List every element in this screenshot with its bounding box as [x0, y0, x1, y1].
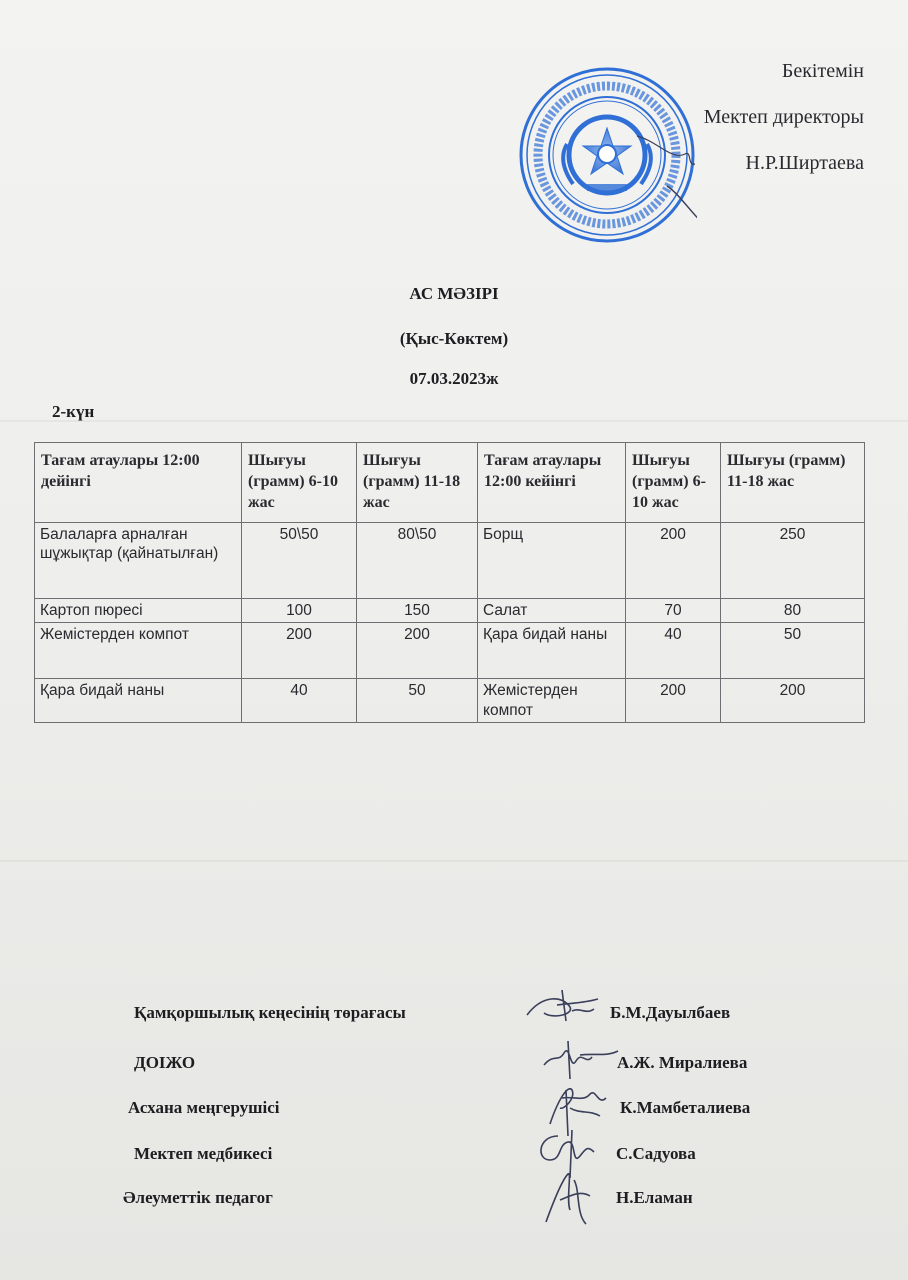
signature-row — [0, 1045, 908, 1085]
dish-cell: Балаларға арналған шұжықтар (қайнатылған) — [35, 523, 242, 599]
yield-cell: 50 — [721, 623, 865, 679]
header-dish-after-noon: Тағам атаулары 12:00 кейінгі — [478, 443, 626, 523]
menu-season: (Қыс-Көктем) — [399, 329, 509, 348]
signature-name: Н.Еламан — [616, 1188, 693, 1207]
menu-day: 2-күн — [52, 402, 95, 421]
signature-role: Әлеуметтік педагог — [123, 1188, 273, 1207]
dish-cell: Қара бидай наны — [35, 679, 242, 723]
approval-name: Н.Р.Ширтаева — [745, 152, 864, 174]
header-yield-11-18: Шығуы (грамм) 11-18 жас — [357, 443, 478, 523]
yield-cell: 200 — [357, 623, 478, 679]
table-row — [35, 599, 865, 623]
menu-title: АС МӘЗІРІ — [409, 284, 499, 303]
yield-cell: 150 — [357, 599, 478, 623]
signature-row — [0, 1180, 908, 1220]
signature-role: Асхана меңгерушісі — [128, 1098, 280, 1117]
official-round-seal-icon — [517, 66, 697, 244]
handwritten-signature-icon — [540, 1035, 620, 1085]
table-row — [35, 523, 865, 599]
paper-fold — [0, 860, 908, 862]
paper-fold — [0, 420, 908, 422]
header-yield-11-18: Шығуы (грамм) 11-18 жас — [721, 443, 865, 523]
table-row — [35, 679, 865, 723]
dish-cell: Борщ — [478, 523, 626, 599]
dish-cell: Картоп пюресі — [35, 599, 242, 623]
yield-cell: 50\50 — [242, 523, 357, 599]
signature-row — [0, 1136, 908, 1176]
table-header-row — [35, 443, 865, 523]
yield-cell: 200 — [721, 679, 865, 723]
yield-cell: 100 — [242, 599, 357, 623]
yield-cell: 70 — [626, 599, 721, 623]
approval-label: Бекітемін — [781, 60, 864, 82]
signature-name: А.Ж. Миралиева — [617, 1053, 748, 1072]
signature-row — [0, 995, 908, 1035]
dish-cell: Жемістерден компот — [35, 623, 242, 679]
signature-role: ДОІЖО — [134, 1053, 196, 1072]
signature-name: Б.М.Дауылбаев — [610, 1003, 731, 1022]
yield-cell: 50 — [357, 679, 478, 723]
signature-name: К.Мамбеталиева — [620, 1098, 751, 1117]
yield-cell: 40 — [242, 679, 357, 723]
handwritten-signature-icon — [522, 985, 602, 1035]
yield-cell: 40 — [626, 623, 721, 679]
yield-cell: 200 — [626, 523, 721, 599]
dish-cell: Жемістерден компот — [478, 679, 626, 723]
yield-cell: 250 — [721, 523, 865, 599]
signature-name: С.Садуова — [616, 1144, 696, 1163]
header-dish-before-noon: Тағам атаулары 12:00 дейінгі — [35, 443, 242, 523]
yield-cell: 200 — [242, 623, 357, 679]
yield-cell: 200 — [626, 679, 721, 723]
approval-position: Мектеп директоры — [703, 106, 864, 128]
menu-table — [34, 442, 865, 723]
table-row — [35, 623, 865, 679]
menu-date: 07.03.2023ж — [409, 369, 499, 388]
dish-cell: Қара бидай наны — [478, 623, 626, 679]
yield-cell: 80 — [721, 599, 865, 623]
signature-row — [0, 1090, 908, 1130]
header-yield-6-10: Шығуы (грамм) 6-10 жас — [626, 443, 721, 523]
header-yield-6-10: Шығуы (грамм) 6-10 жас — [242, 443, 357, 523]
yield-cell: 80\50 — [357, 523, 478, 599]
signature-role: Мектеп медбикесі — [134, 1144, 273, 1163]
handwritten-signature-icon — [540, 1170, 610, 1230]
dish-cell: Салат — [478, 599, 626, 623]
signature-role: Қамқоршылық кеңесінің төрағасы — [134, 1003, 406, 1022]
